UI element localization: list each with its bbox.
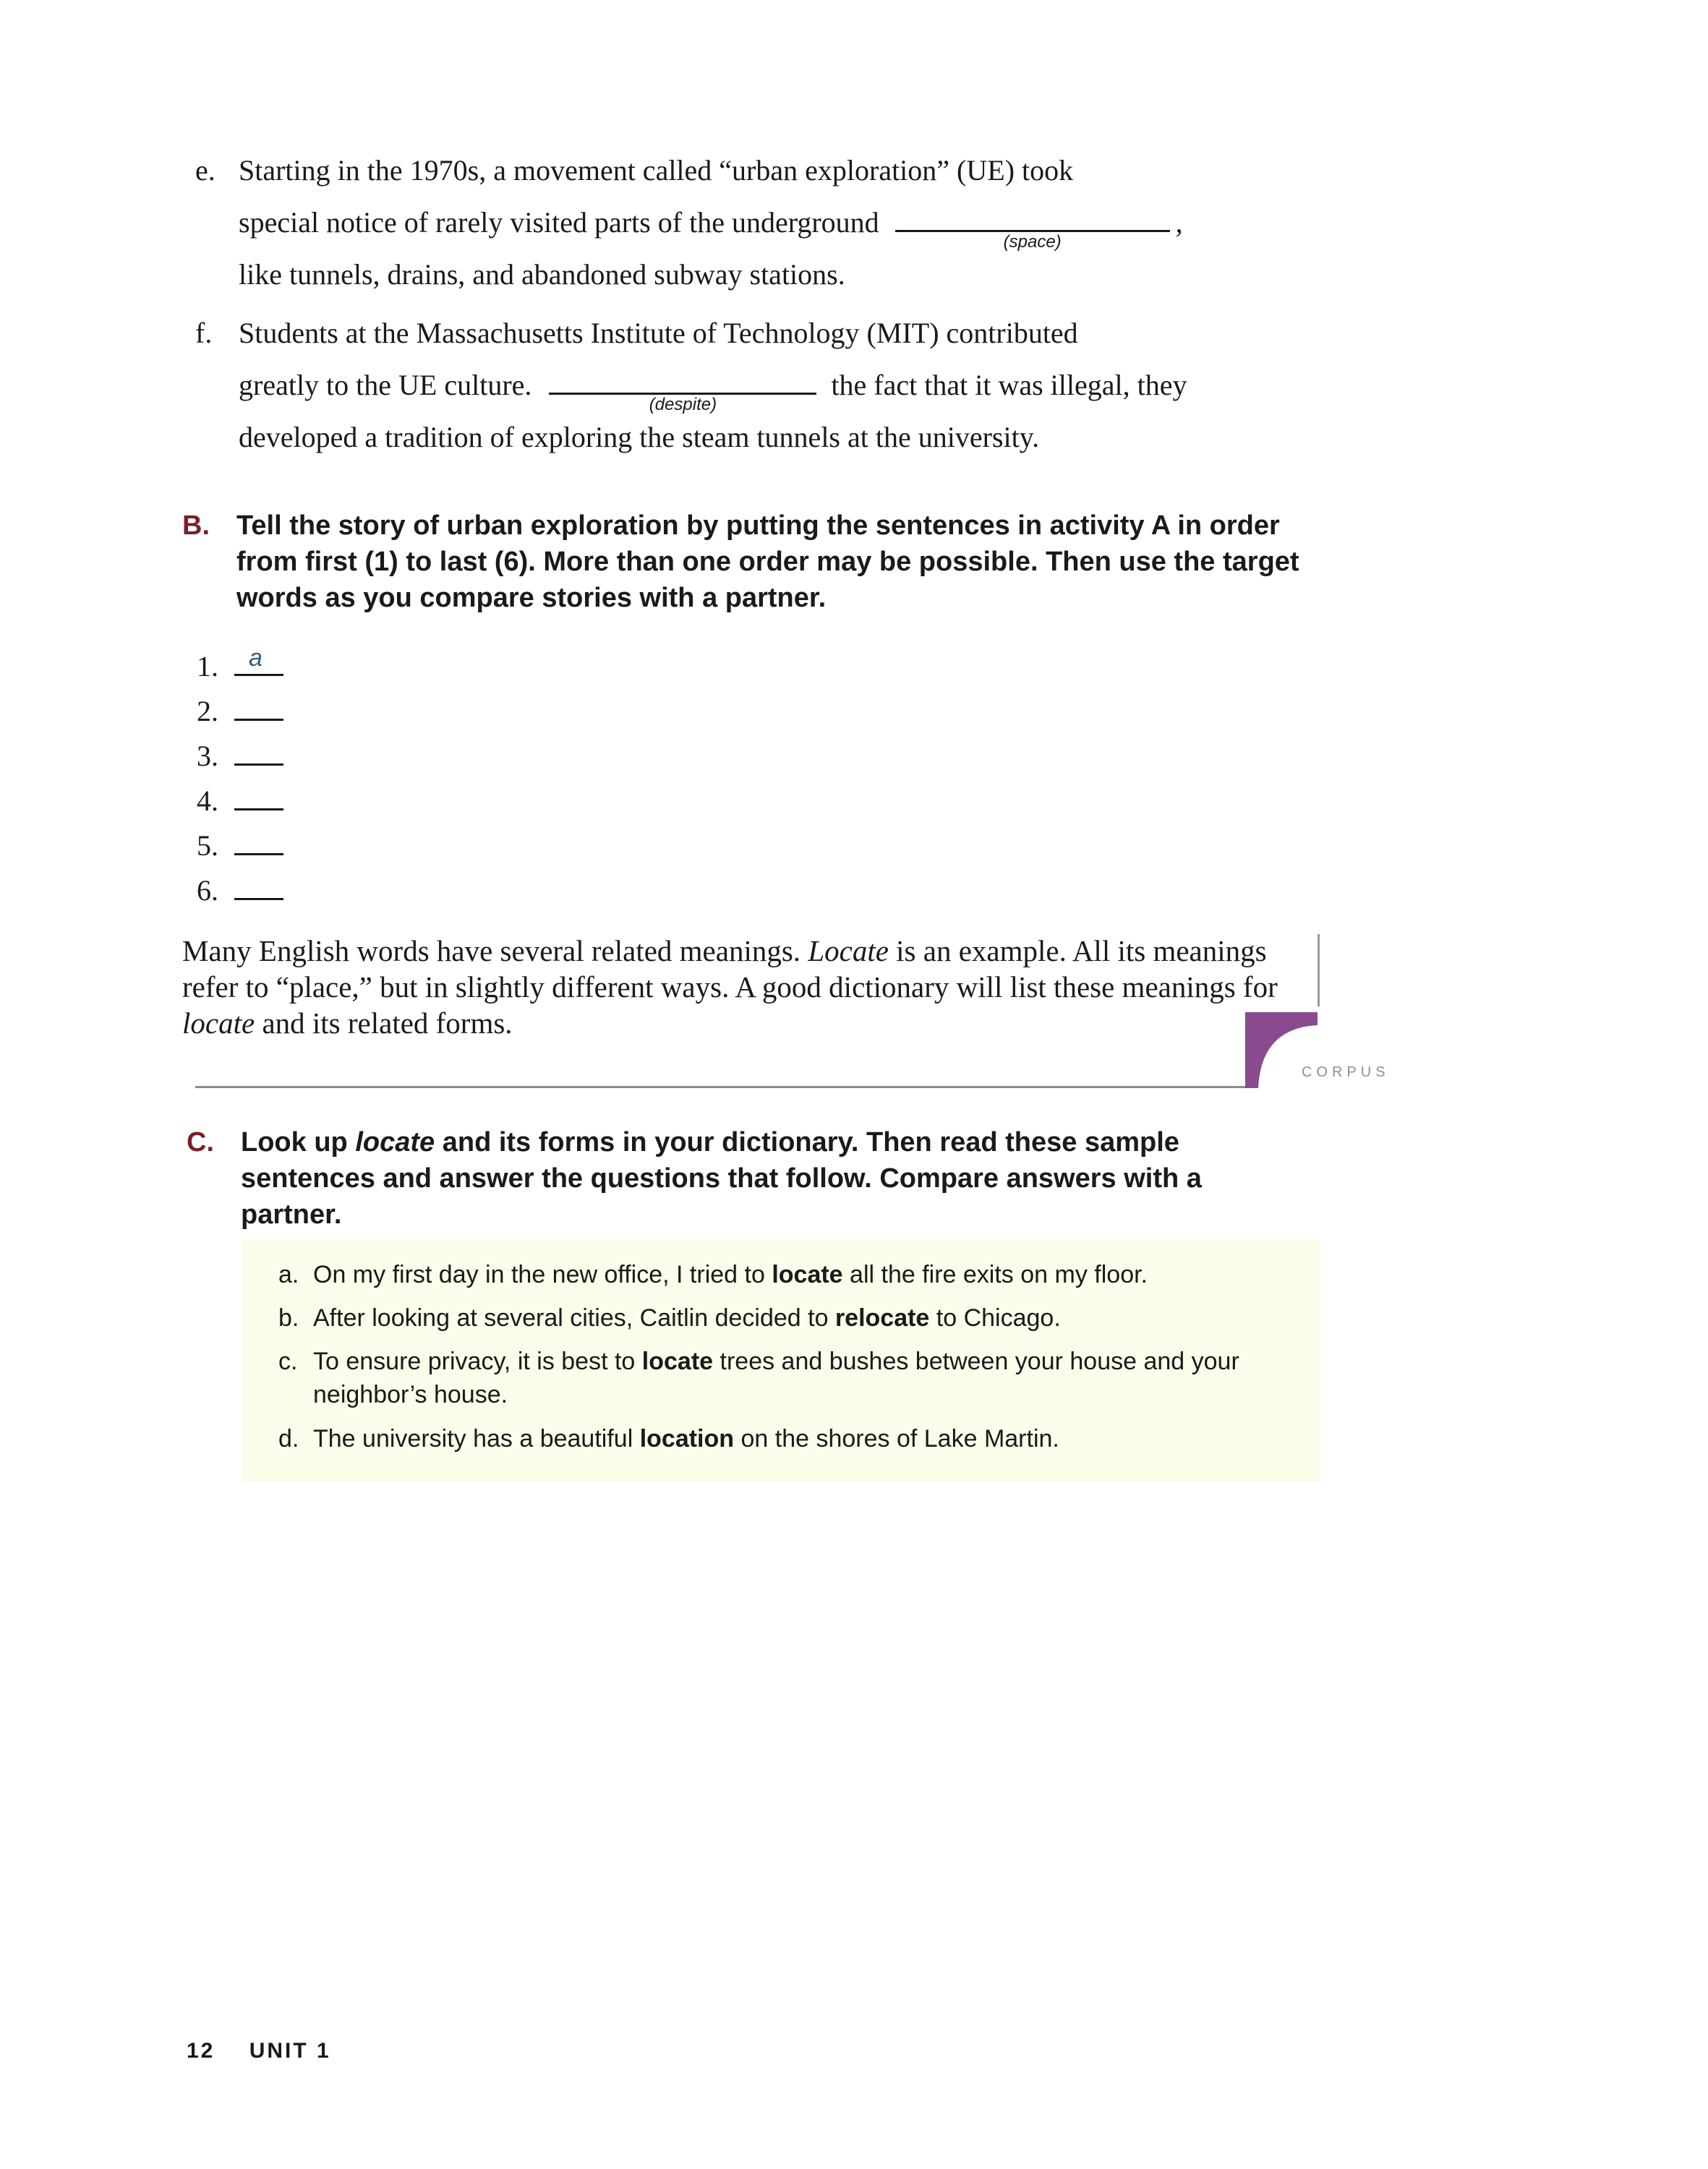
sample-letter: d.: [278, 1425, 299, 1453]
sample-letter: c.: [278, 1348, 298, 1375]
vocabulary-note: [182, 933, 1281, 1041]
note-text: Many English words have several related meanings.: [182, 934, 801, 967]
item-body: [239, 145, 1280, 301]
item-line: developed a tradition of exploring the steam tunnels at the university.: [239, 421, 1040, 453]
sample-part: to Chicago.: [936, 1304, 1061, 1332]
item-text: the fact that it was illegal, they: [831, 369, 1187, 401]
fill-in-blank[interactable]: [895, 198, 1170, 252]
handwritten-answer: a: [249, 644, 262, 672]
note-text: and its related forms.: [262, 1006, 513, 1040]
sample-target-word: locate: [772, 1261, 843, 1288]
order-row: [197, 642, 283, 685]
activity-label: B.: [182, 510, 210, 541]
order-blank[interactable]: [234, 777, 283, 810]
unit-label: UNIT 1: [249, 2039, 331, 2063]
sample-part: The university has a beautiful: [313, 1425, 633, 1453]
item-e: [195, 145, 1294, 301]
item-text: greatly to the UE culture.: [239, 369, 532, 401]
fill-in-blank[interactable]: [549, 361, 816, 414]
page-footer: [187, 2039, 331, 2063]
item-letter: e.: [195, 154, 215, 187]
sample-part: To ensure privacy, it is best to: [313, 1348, 636, 1375]
sample-target-word: relocate: [834, 1304, 930, 1332]
sample-text: [313, 1301, 1311, 1335]
note-italic-word: locate: [182, 1006, 255, 1040]
order-row: [197, 866, 283, 910]
instruction-part: and its forms in your dictionary. Then read these sample sentences and answer the questions that follow. Compare answers with a partner.: [241, 1127, 1202, 1230]
instruction-part: Look up: [241, 1127, 348, 1158]
order-number: 3.: [197, 740, 218, 772]
sample-sentences-box: [242, 1240, 1320, 1482]
item-line: [239, 197, 1280, 252]
page-number: 12: [187, 2039, 215, 2063]
blank-hint: (despite): [649, 395, 717, 414]
order-number: 1.: [197, 650, 218, 683]
sample-part: all the fire exits on my floor.: [850, 1261, 1148, 1288]
corpus-label: CORPUS: [1302, 1064, 1390, 1080]
item-line: Students at the Massachusetts Institute of Technology (MIT) contributed: [239, 317, 1078, 349]
sample-part: trees and bushes between your house and your neighbor’s house.: [313, 1348, 1239, 1408]
order-row: [197, 777, 283, 820]
item-text: ,: [1175, 206, 1183, 239]
order-number: 4.: [197, 784, 218, 817]
order-blank[interactable]: [234, 866, 283, 900]
section-divider: [195, 1086, 1252, 1088]
note-italic-word: Locate: [808, 934, 889, 967]
order-number: 2.: [197, 695, 218, 727]
order-row: [197, 732, 283, 775]
item-line: [239, 359, 1280, 414]
item-line: Starting in the 1970s, a movement called “urban exploration” (UE) took: [239, 154, 1074, 187]
item-line: like tunnels, drains, and abandoned subway stations.: [239, 258, 845, 291]
order-row: [197, 687, 283, 730]
sample-target-word: location: [639, 1425, 735, 1453]
instruction-text: [241, 1124, 1253, 1233]
sample-part: on the shores of Lake Martin.: [740, 1425, 1059, 1453]
sample-part: On my first day in the new office, I tried to: [313, 1261, 765, 1288]
item-text: special notice of rarely visited parts of the underground: [239, 206, 879, 239]
order-row: [197, 821, 283, 865]
order-blank[interactable]: [234, 642, 283, 676]
blank-hint: (space): [1003, 232, 1062, 252]
activity-label: C.: [187, 1127, 214, 1158]
corpus-bracket-vertical: [1318, 934, 1320, 1006]
item-f: [195, 307, 1294, 463]
order-blank[interactable]: [234, 687, 283, 721]
sample-text: [313, 1422, 1311, 1455]
instruction-italic-word: locate: [355, 1127, 435, 1158]
sample-part: After looking at several cities, Caitlin decided to: [313, 1304, 829, 1332]
order-number: 6.: [197, 874, 218, 907]
sample-letter: b.: [278, 1304, 299, 1332]
sample-text: [313, 1345, 1311, 1411]
order-number: 5.: [197, 829, 218, 862]
activity-b-instructions: [182, 508, 1325, 623]
sample-letter: a.: [278, 1261, 299, 1288]
activity-c-instructions: [187, 1124, 1271, 1240]
order-blank[interactable]: [234, 732, 283, 766]
instruction-text: Tell the story of urban exploration by putting the sentences in activity A in order from first (1) to last (6). More than one order may be possible. Then use the target words as you compare stories with a partner.: [236, 510, 1299, 613]
note-text: is an example. All its meanings refer to “place,” but in slightly different ways. A good dictionary will list these meanings for: [182, 934, 1278, 1004]
item-letter: f.: [195, 317, 213, 349]
sample-target-word: locate: [641, 1348, 714, 1375]
order-blank[interactable]: [234, 821, 283, 855]
item-body: [239, 307, 1280, 463]
sample-text: [313, 1258, 1311, 1291]
